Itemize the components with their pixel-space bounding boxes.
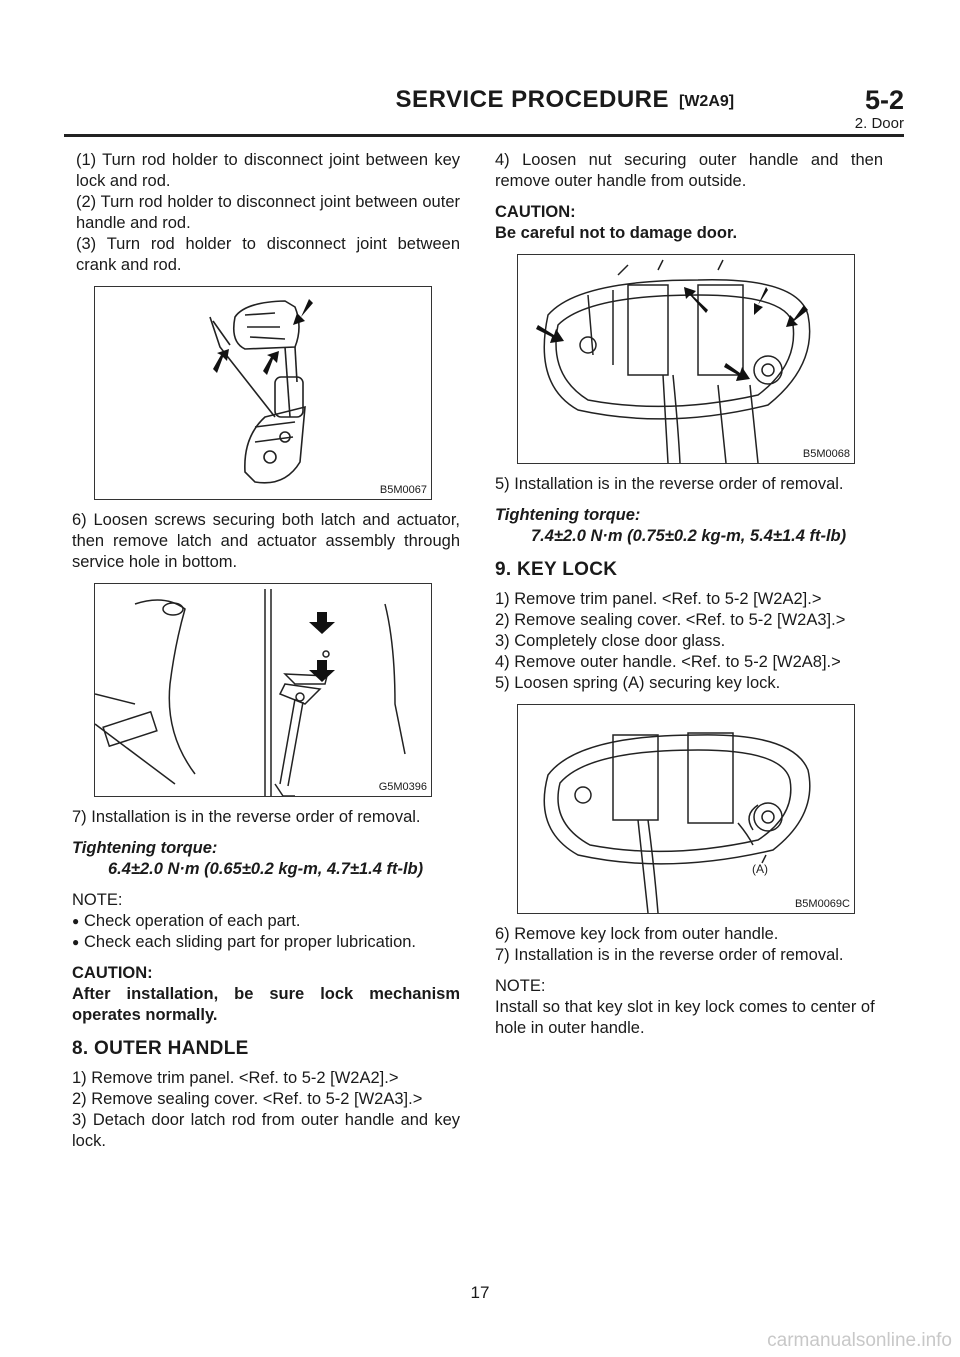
arrow-7: [684, 287, 708, 313]
figure-b5m0068: [517, 254, 855, 464]
figure-code-2: G5M0396: [378, 781, 427, 793]
caution-label-2: CAUTION:: [495, 203, 576, 221]
step-6: 6) Loosen screws securing both latch and actuator, then remove latch and actuator assembly through service hole in bottom.: [72, 511, 460, 571]
bullet-icon: ●: [72, 935, 80, 949]
caution-text-2: Be careful not to damage door.: [495, 224, 738, 242]
note-item-2: [72, 932, 460, 953]
note-text-2: Check each sliding part for proper lubrication.: [84, 933, 417, 951]
note-label-2: NOTE:: [495, 977, 546, 995]
caution-text-1: After installation, be sure lock mechanism operates normally.: [72, 985, 460, 1024]
arrow-10: [724, 363, 750, 381]
key-lock-step-5: 5) Loosen spring (A) securing key lock.: [495, 674, 781, 692]
substep-3: (3) Turn rod holder to disconnect joint between crank and rod.: [76, 235, 460, 274]
caution-label-1: CAUTION:: [72, 964, 153, 982]
note-item-1: [72, 911, 460, 932]
latch-rod-illustration: [95, 287, 431, 499]
watermark: carmanualsonline.info: [767, 1330, 952, 1351]
outer-handle-illustration: [518, 255, 854, 463]
header-code: [W2A9]: [679, 93, 735, 110]
bullet-icon: ●: [72, 914, 80, 928]
heading-outer-handle: 8. OUTER HANDLE: [72, 1038, 249, 1059]
left-column: [72, 150, 460, 1152]
figure-label-a: (A): [752, 862, 768, 876]
torque-label-2: Tightening torque:: [495, 506, 641, 524]
arrow-5: [309, 660, 335, 682]
figure-g5m0396: [94, 583, 432, 797]
figure-code-4: B5M0069C: [794, 898, 850, 910]
step-7: 7) Installation is in the reverse order of removal.: [72, 808, 421, 826]
door-service-hole-illustration: [95, 584, 431, 796]
key-lock-step-1: 1) Remove trim panel. <Ref. to 5-2 [W2A2].>: [495, 590, 822, 608]
note-text-3: Install so that key slot in key lock comes to center of hole in outer handle.: [495, 998, 875, 1037]
torque-label-1: Tightening torque:: [72, 839, 218, 857]
figure-b5m0067: [94, 286, 432, 500]
header-section: 5-2: [864, 85, 904, 115]
heading-key-lock: 9. KEY LOCK: [495, 559, 618, 580]
page-number: 17: [470, 1283, 490, 1302]
figure-code-1: B5M0067: [379, 484, 427, 496]
figure-b5m0069c: [517, 704, 855, 914]
key-lock-step-2: 2) Remove sealing cover. <Ref. to 5-2 [W2A3].>: [495, 611, 846, 629]
header-subsection: 2. Door: [854, 115, 904, 132]
torque-value-2: 7.4±2.0 N·m (0.75±0.2 kg-m, 5.4±1.4 ft-lb): [531, 527, 847, 545]
substep-1: (1) Turn rod holder to disconnect joint between key lock and rod.: [76, 151, 460, 190]
key-lock-step-7: 7) Installation is in the reverse order of removal.: [495, 946, 844, 964]
outer-handle-step-4: 4) Loosen nut securing outer handle and then remove outer handle from outside.: [495, 151, 883, 190]
arrow-2: [213, 349, 229, 373]
arrow-4: [309, 612, 335, 634]
figure-code-3: B5M0068: [802, 448, 850, 460]
right-column: [495, 150, 883, 1039]
arrow-3: [263, 351, 279, 375]
outer-handle-step-2: 2) Remove sealing cover. <Ref. to 5-2 [W2A3].>: [72, 1090, 423, 1108]
header-title: SERVICE PROCEDURE: [395, 86, 669, 113]
key-lock-step-4: 4) Remove outer handle. <Ref. to 5-2 [W2A8].>: [495, 653, 841, 671]
outer-handle-step-1: 1) Remove trim panel. <Ref. to 5-2 [W2A2].>: [72, 1069, 399, 1087]
substep-2: (2) Turn rod holder to disconnect joint between outer handle and rod.: [76, 193, 460, 232]
torque-value-1: 6.4±2.0 N·m (0.65±0.2 kg-m, 4.7±1.4 ft-lb): [108, 860, 424, 878]
key-lock-illustration: [518, 705, 854, 913]
note-text-1: Check operation of each part.: [84, 912, 301, 930]
arrow-6: [536, 325, 564, 343]
outer-handle-step-5: 5) Installation is in the reverse order of removal.: [495, 475, 844, 493]
outer-handle-step-3: 3) Detach door latch rod from outer handle and key lock.: [72, 1111, 460, 1150]
header-rule: [64, 134, 904, 137]
key-lock-step-3: 3) Completely close door glass.: [495, 632, 726, 650]
note-label-1: NOTE:: [72, 891, 123, 909]
key-lock-step-6: 6) Remove key lock from outer handle.: [495, 925, 779, 943]
